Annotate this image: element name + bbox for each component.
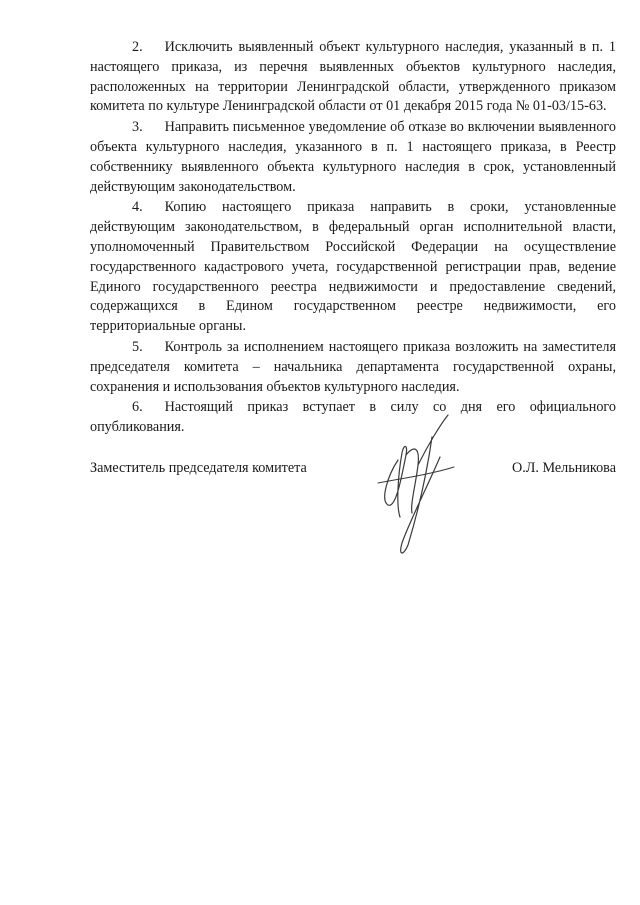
paragraph-number: 4. bbox=[132, 199, 143, 216]
paragraph-text: Исключить выявленный объект культурного наследия, указанный в п. 1 настоящего приказа, из перечня выявленных объектов культурного наследия, расположенных на территории Ленинградской области, утвержденного приказом комитета по культуре Ленинградской области от 01 декабря 2015 года № 01-03/15-63. bbox=[90, 39, 616, 115]
signatory-name: О.Л. Мельникова bbox=[511, 460, 616, 476]
paragraph-text: Направить письменное уведомление об отказе во включении выявленного объекта культурного наследия, указанного в п. 1 настоящего приказа, в Реестр собственнику выявленного объекта культурного наследия в срок, установленный действующим законодательством. bbox=[90, 119, 616, 195]
signatory-position: Заместитель председателя комитета bbox=[90, 460, 307, 476]
paragraph-text: Копию настоящего приказа направить в сроки, установленные действующим законодательством, в федеральный орган исполнительной власти, уполномоченный Правительством Российской Федерации на осуществление государственного кадастрового учета, государственной регистрации прав, ведение Единого государственного реестра недвижимости и предоставление сведений, содержащихся в Едином государственном реестре недвижимости, его территориальные органы. bbox=[90, 199, 616, 335]
paragraph-4 bbox=[90, 198, 616, 337]
paragraph-text: Настоящий приказ вступает в силу со дня его официального опубликования. bbox=[90, 399, 616, 436]
paragraph-number: 2. bbox=[132, 39, 143, 55]
paragraph-2 bbox=[90, 38, 616, 117]
paragraph-5 bbox=[90, 338, 616, 397]
paragraph-text: Контроль за исполнением настоящего приказа возложить на заместителя председателя комитета – начальника департамента государственной охраны, сохранения и использования объектов культурного наследия. bbox=[90, 338, 616, 395]
paragraph-number: 6. bbox=[132, 399, 143, 416]
paragraph-number: 5. bbox=[132, 338, 143, 355]
paragraph-6 bbox=[90, 398, 616, 438]
handwritten-signature bbox=[358, 405, 468, 565]
paragraph-3 bbox=[90, 118, 616, 197]
signature-block bbox=[90, 460, 616, 580]
paragraph-number: 3. bbox=[132, 119, 143, 136]
document-body bbox=[90, 38, 616, 439]
